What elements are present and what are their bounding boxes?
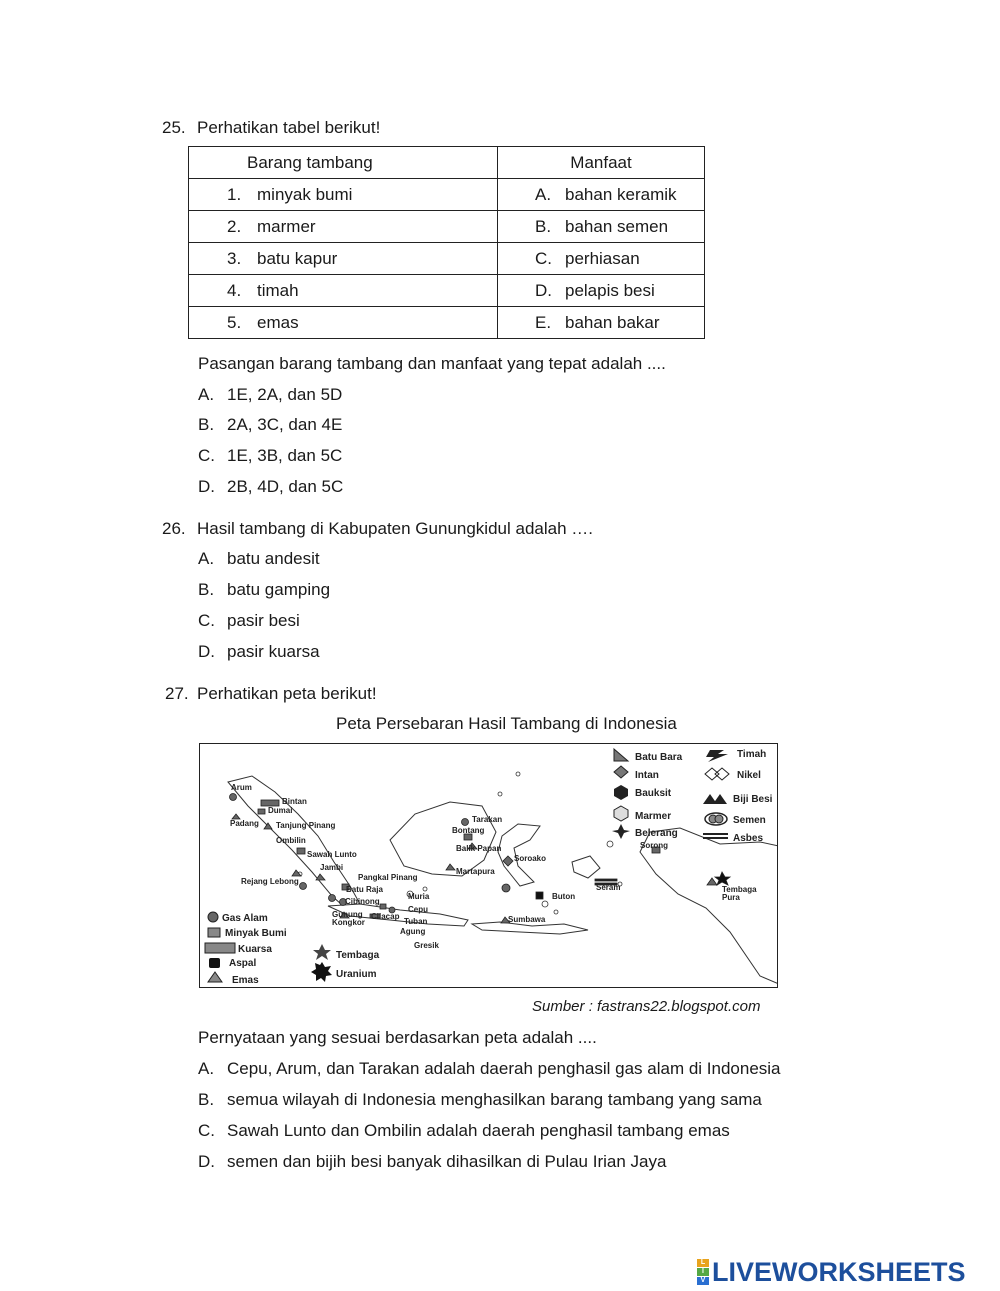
- q26-option-d[interactable]: D. pasir kuarsa: [198, 642, 320, 661]
- table-header-row: [189, 147, 705, 179]
- borneo-shape: [390, 802, 496, 876]
- svg-text:Soroako: Soroako: [514, 854, 547, 863]
- svg-text:Gunung: Gunung: [332, 910, 363, 919]
- svg-text:Asbes: Asbes: [733, 833, 764, 844]
- svg-text:Balik Papan: Balik Papan: [456, 844, 502, 853]
- papua-shape: [640, 828, 778, 984]
- svg-text:Bintan: Bintan: [282, 797, 307, 806]
- svg-text:Buton: Buton: [552, 892, 576, 901]
- svg-text:Dumai: Dumai: [268, 806, 293, 815]
- svg-text:Kuarsa: Kuarsa: [238, 944, 272, 955]
- q27-option-c[interactable]: C. Sawah Lunto dan Ombilin adalah daerah penghasil tambang emas: [198, 1121, 730, 1140]
- svg-text:Padang: Padang: [230, 819, 259, 828]
- maluku-shape: [572, 856, 600, 878]
- table-row: [189, 275, 705, 307]
- map-source: Sumber : fastrans22.blogspot.com: [532, 998, 761, 1015]
- row-use: perhiasan: [565, 248, 640, 268]
- q27-option-d[interactable]: D. semen dan bijih besi banyak dihasilkan di Pulau Irian Jaya: [198, 1152, 667, 1171]
- row-number: 2.: [227, 216, 242, 236]
- row-item: timah: [257, 280, 299, 300]
- legend-right: [612, 749, 683, 839]
- legend-left: [205, 912, 287, 986]
- map-svg: [200, 744, 778, 988]
- svg-text:Gresik: Gresik: [414, 941, 439, 950]
- svg-text:Aspal: Aspal: [229, 958, 257, 969]
- svg-text:Sorong: Sorong: [640, 841, 668, 850]
- svg-text:Tuban: Tuban: [404, 917, 428, 926]
- svg-text:Bontang: Bontang: [452, 826, 485, 835]
- svg-text:Tembaga: Tembaga: [722, 885, 757, 894]
- svg-text:Tembaga: Tembaga: [336, 950, 380, 961]
- q25-option-d[interactable]: D. 2B, 4D, dan 5C: [198, 477, 344, 496]
- row-letter: E.: [535, 312, 552, 332]
- svg-text:Batu Bara: Batu Bara: [635, 752, 683, 763]
- svg-text:Timah: Timah: [737, 749, 767, 760]
- svg-text:Semen: Semen: [733, 815, 766, 826]
- q26-option-c[interactable]: C. pasir besi: [198, 611, 300, 630]
- legend-far-right: [703, 749, 773, 844]
- svg-text:Kongkor: Kongkor: [332, 918, 365, 927]
- q25-option-c[interactable]: C. 1E, 3B, dan 5C: [198, 446, 343, 465]
- logo-blocks-icon: L I V: [697, 1259, 709, 1285]
- liveworksheets-logo[interactable]: [697, 1257, 966, 1287]
- svg-text:Agung: Agung: [400, 927, 426, 936]
- q25-option-b[interactable]: B. 2A, 3C, dan 4E: [198, 415, 343, 434]
- row-use: bahan keramik: [565, 184, 677, 204]
- logo-text: LIVEWORKSHEETS: [712, 1256, 966, 1287]
- indonesia-mining-map: [199, 743, 778, 988]
- table-header-manfaat: Manfaat: [498, 147, 705, 179]
- row-use: bahan semen: [565, 216, 669, 236]
- table-row: [189, 307, 705, 339]
- svg-text:Pangkal Pinang: Pangkal Pinang: [358, 873, 418, 882]
- svg-text:Tanjung Pinang: Tanjung Pinang: [276, 821, 336, 830]
- row-item: batu kapur: [257, 248, 338, 268]
- svg-text:Marmer: Marmer: [635, 811, 672, 822]
- table-row: [189, 243, 705, 275]
- row-letter: B.: [535, 216, 552, 236]
- q27-number: 27.: [165, 684, 189, 703]
- legend-mid: [311, 944, 380, 982]
- svg-text:Muria: Muria: [408, 892, 430, 901]
- row-number: 1.: [227, 184, 242, 204]
- row-item: minyak bumi: [257, 184, 353, 204]
- table-header-barang: Barang tambang: [189, 147, 498, 179]
- q25-number: 25.: [162, 118, 186, 137]
- svg-text:Bauksit: Bauksit: [635, 788, 672, 799]
- svg-text:Seram: Seram: [596, 883, 621, 892]
- svg-text:Martapura: Martapura: [456, 867, 495, 876]
- row-use: bahan bakar: [565, 312, 660, 332]
- row-number: 5.: [227, 312, 242, 332]
- q25-question: Pasangan barang tambang dan manfaat yang tepat adalah ....: [198, 354, 666, 373]
- row-letter: C.: [535, 248, 552, 268]
- svg-text:Minyak Bumi: Minyak Bumi: [225, 928, 287, 939]
- svg-text:Uranium: Uranium: [336, 969, 377, 980]
- q27-prompt: Perhatikan peta berikut!: [197, 684, 377, 703]
- svg-text:Belerang: Belerang: [635, 828, 678, 839]
- svg-text:Sawah Lunto: Sawah Lunto: [307, 850, 357, 859]
- row-number: 4.: [227, 280, 242, 300]
- svg-text:Rejang Lebong: Rejang Lebong: [241, 877, 299, 886]
- svg-text:Pura: Pura: [722, 893, 740, 902]
- row-number: 3.: [227, 248, 242, 268]
- row-item: marmer: [257, 216, 316, 236]
- q25-table: [188, 146, 705, 339]
- svg-text:Jambi: Jambi: [320, 863, 344, 872]
- row-use: pelapis besi: [565, 280, 655, 300]
- row-letter: D.: [535, 280, 552, 300]
- q26-prompt: Hasil tambang di Kabupaten Gunungkidul adalah ….: [197, 519, 593, 538]
- svg-text:Cepu: Cepu: [408, 905, 428, 914]
- q26-option-b[interactable]: B. batu gamping: [198, 580, 331, 599]
- svg-text:Ombilin: Ombilin: [276, 836, 306, 845]
- row-letter: A.: [535, 184, 552, 204]
- q27-option-b[interactable]: B. semua wilayah di Indonesia menghasilkan barang tambang yang sama: [198, 1090, 762, 1109]
- svg-text:Cibinong: Cibinong: [345, 897, 380, 906]
- row-item: emas: [257, 312, 299, 332]
- svg-text:Cilacap: Cilacap: [371, 912, 400, 921]
- table-row: [189, 211, 705, 243]
- svg-text:Sumbawa: Sumbawa: [508, 915, 546, 924]
- q25-prompt: Perhatikan tabel berikut!: [197, 118, 381, 137]
- svg-text:Gas Alam: Gas Alam: [222, 913, 268, 924]
- svg-text:Nikel: Nikel: [737, 770, 761, 781]
- q27-option-a[interactable]: A. Cepu, Arum, dan Tarakan adalah daerah penghasil gas alam di Indonesia: [198, 1059, 781, 1078]
- svg-text:Biji Besi: Biji Besi: [733, 794, 773, 805]
- svg-text:Batu Raja: Batu Raja: [346, 885, 383, 894]
- svg-text:Tarakan: Tarakan: [472, 815, 503, 824]
- table-row: [189, 179, 705, 211]
- map-title: Peta Persebaran Hasil Tambang di Indonesia: [336, 714, 677, 733]
- svg-text:Arum: Arum: [231, 783, 252, 792]
- q26-number: 26.: [162, 519, 186, 538]
- q27-question: Pernyataan yang sesuai berdasarkan peta adalah ....: [198, 1028, 597, 1047]
- svg-text:Intan: Intan: [635, 770, 659, 781]
- q25-option-a[interactable]: A. 1E, 2A, dan 5D: [198, 385, 343, 404]
- svg-text:Emas: Emas: [232, 975, 259, 986]
- q26-option-a[interactable]: A. batu andesit: [198, 549, 320, 568]
